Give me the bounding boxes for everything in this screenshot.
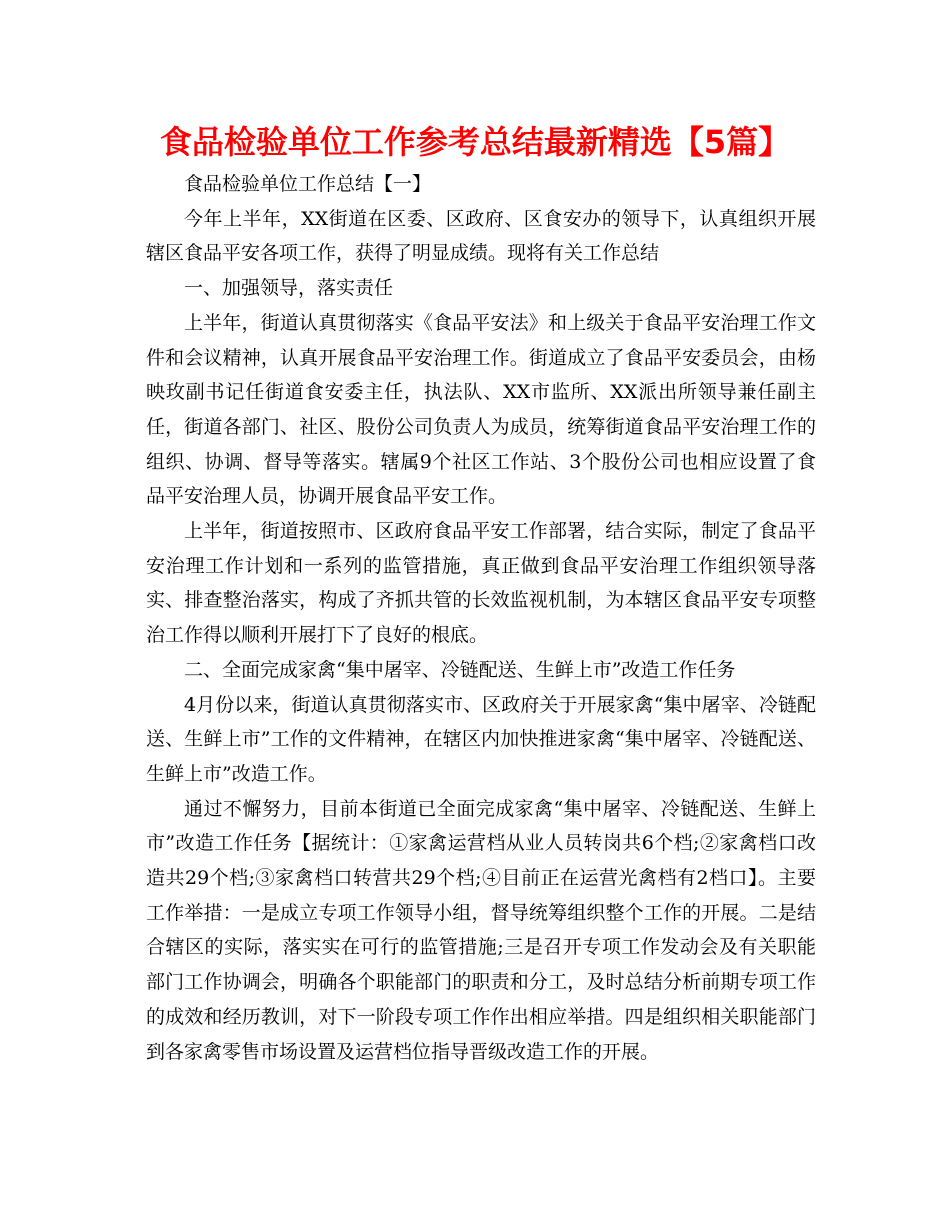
- paragraph: 4月份以来，街道认真贯彻落实市、区政府关于开展家禽“集中屠宰、冷链配送、生鲜上市”工作的文件精神，在辖区内加快推进家禽“集中屠宰、冷链配送、生鲜上市”改造工作。: [146, 693, 816, 785]
- paragraph: 上半年，街道认真贯彻落实《食品平安法》和上级关于食品平安治理工作文件和会议精神，认真开展食品平安治理工作。街道成立了食品平安委员会，由杨映玫副书记任街道食安委主任，执法队、XX市监所、XX派出所领导兼任副主任，街道各部门、社区、股份公司负责人为成员，统筹街道食品平安治理工作的组织、协调、督导等落实。辖属9个社区工作站、3个股份公司也相应设置了食品平安治理人员，协调开展食品平安工作。: [146, 311, 816, 508]
- section-heading: 二、全面完成家禽“集中屠宰、冷链配送、生鲜上市”改造工作任务: [184, 658, 736, 681]
- paragraph: 今年上半年，XX街道在区委、区政府、区食安办的领导下，认真组织开展辖区食品平安各项工作，获得了明显成绩。现将有关工作总结: [146, 207, 816, 265]
- document-body: [146, 167, 816, 1069]
- document-title: 食品检验单位工作参考总结最新精选【5篇】: [159, 123, 791, 161]
- paragraph: 上半年，街道按照市、区政府食品平安工作部署，结合实际，制定了食品平安治理工作计划和一系列的监管措施，真正做到食品平安治理工作组织领导落实、排查整治落实，构成了齐抓共管的长效监视机制，为本辖区食品平安专项整治工作得以顺利开展打下了良好的根底。: [146, 520, 816, 647]
- paragraph: 通过不懈努力，目前本街道已全面完成家禽“集中屠宰、冷链配送、生鲜上市”改造工作任务【据统计：①家禽运营档从业人员转岗共6个档;②家禽档口改造共29个档;③家禽档口转营共29个档;④目前正在运营光禽档有2档口】。主要工作举措：一是成立专项工作领导小组，督导统筹组织整个工作的开展。二是结合辖区的实际，落实实在可行的监管措施;三是召开专项工作发动会及有关职能部门工作协调会，明确各个职能部门的职责和分工，及时总结分析前期专项工作的成效和经历教训，对下一阶段专项工作作出相应举措。四是组织相关职能部门到各家禽零售市场设置及运营档位指导晋级改造工作的开展。: [146, 797, 816, 1063]
- section-heading: 一、加强领导，落实责任: [184, 277, 394, 300]
- section-heading: 食品检验单位工作总结【一】: [184, 173, 432, 195]
